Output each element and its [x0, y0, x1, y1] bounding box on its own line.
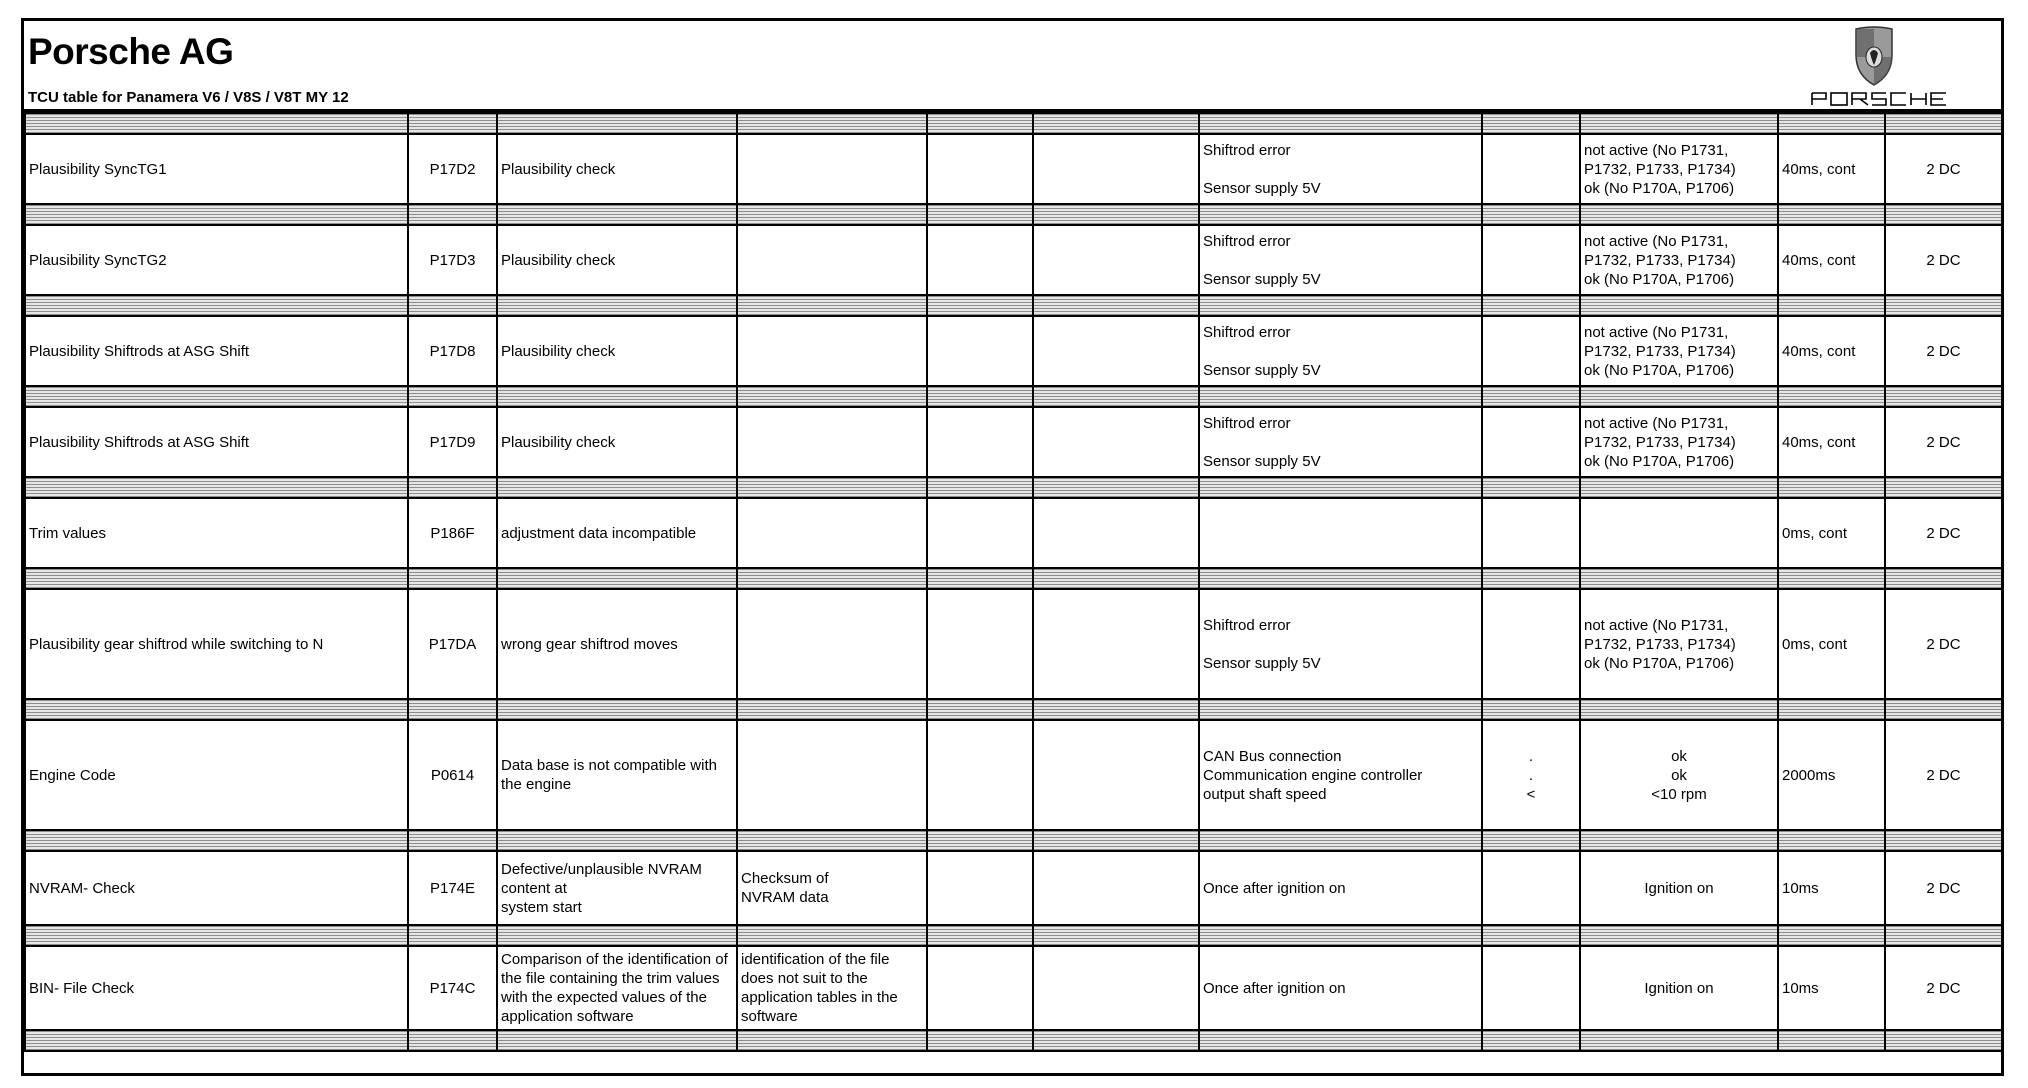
separator-cell	[1482, 113, 1580, 134]
sheet-header	[24, 21, 2001, 112]
separator-cell	[1482, 477, 1580, 498]
separator-cell	[497, 830, 737, 851]
table-row	[25, 316, 2002, 386]
fault-criteria-cell	[737, 316, 927, 386]
enable-conditions-cell-line	[1203, 160, 1478, 179]
condition-status-cell-line: ok (No P170A, P1706)	[1584, 179, 1735, 197]
empty-cell	[927, 498, 1033, 568]
enable-conditions-cell	[1199, 589, 1482, 699]
fault-code-cell: P174E	[408, 851, 497, 925]
separator-cell	[408, 568, 497, 589]
separator-cell	[1033, 568, 1199, 589]
enable-conditions-cell	[1199, 946, 1482, 1030]
separator-cell	[927, 204, 1033, 225]
separator-cell	[1778, 925, 1885, 946]
separator-cell	[1199, 925, 1482, 946]
separator-cell	[1482, 925, 1580, 946]
separator-cell	[1033, 1030, 1199, 1051]
separator-cell	[737, 204, 927, 225]
enable-conditions-cell-line: Shiftrod error	[1203, 232, 1291, 250]
condition-status-cell	[1580, 851, 1778, 925]
condition-status-cell-line: P1732, P1733, P1734)	[1584, 160, 1736, 178]
separator-cell	[408, 477, 497, 498]
separator-cell	[1885, 295, 2002, 316]
operator-cell	[1482, 225, 1580, 295]
fault-name-cell: Trim values	[25, 498, 408, 568]
operator-cell	[1482, 316, 1580, 386]
empty-cell	[1033, 498, 1199, 568]
condition-status-cell-line: P1732, P1733, P1734)	[1584, 342, 1736, 360]
separator-cell	[1778, 386, 1885, 407]
separator-cell	[25, 204, 408, 225]
table-row	[25, 589, 2002, 699]
separator-cell	[1778, 568, 1885, 589]
separator-cell	[1580, 699, 1778, 720]
separator-cell	[927, 295, 1033, 316]
separator-row	[25, 568, 2002, 589]
condition-status-cell-line: P1732, P1733, P1734)	[1584, 635, 1736, 653]
separator-cell	[1482, 204, 1580, 225]
separator-cell	[25, 830, 408, 851]
fault-code-cell: P0614	[408, 720, 497, 830]
separator-cell	[1580, 568, 1778, 589]
separator-cell	[25, 386, 408, 407]
mil-cell: 2 DC	[1885, 946, 2002, 1030]
fault-description-cell: Plausibility check	[497, 407, 737, 477]
separator-cell	[1199, 830, 1482, 851]
enable-conditions-cell-line: Shiftrod error	[1203, 616, 1291, 634]
empty-cell	[1033, 316, 1199, 386]
separator-cell	[1482, 830, 1580, 851]
fault-code-cell: P17D3	[408, 225, 497, 295]
mil-cell: 2 DC	[1885, 225, 2002, 295]
condition-status-cell	[1580, 498, 1778, 568]
company-title: Porsche AG	[28, 31, 234, 72]
separator-cell	[1482, 568, 1580, 589]
tcu-table	[24, 112, 2003, 1052]
time-required-cell: 0ms, cont	[1778, 498, 1885, 568]
empty-cell	[927, 851, 1033, 925]
empty-cell	[927, 720, 1033, 830]
fault-name-cell: Plausibility Shiftrods at ASG Shift	[25, 316, 408, 386]
separator-cell	[737, 477, 927, 498]
condition-status-cell-line: ok	[1671, 766, 1687, 784]
empty-cell	[927, 316, 1033, 386]
enable-conditions-cell-line: Shiftrod error	[1203, 141, 1291, 159]
separator-cell	[1033, 830, 1199, 851]
separator-cell	[927, 386, 1033, 407]
separator-cell	[408, 113, 497, 134]
tcu-sheet	[21, 18, 2004, 1076]
fault-criteria-cell	[737, 589, 927, 699]
condition-status-cell-line: ok (No P170A, P1706)	[1584, 452, 1735, 470]
separator-cell	[1778, 699, 1885, 720]
table-row	[25, 225, 2002, 295]
enable-conditions-cell-line: Once after ignition on	[1203, 879, 1346, 897]
separator-cell	[1885, 699, 2002, 720]
porsche-logo	[1774, 25, 1974, 109]
separator-cell	[1580, 295, 1778, 316]
enable-conditions-cell	[1199, 851, 1482, 925]
separator-cell	[1580, 477, 1778, 498]
table-row	[25, 134, 2002, 204]
table-row	[25, 498, 2002, 568]
operator-cell-line: <	[1526, 785, 1536, 803]
separator-cell	[1482, 295, 1580, 316]
separator-cell	[1580, 1030, 1778, 1051]
condition-status-cell	[1580, 407, 1778, 477]
separator-row	[25, 477, 2002, 498]
empty-cell	[927, 407, 1033, 477]
condition-status-cell-line: not active (No P1731,	[1584, 141, 1729, 159]
separator-cell	[1033, 699, 1199, 720]
condition-status-cell-line: not active (No P1731,	[1584, 616, 1729, 634]
enable-conditions-cell	[1199, 407, 1482, 477]
enable-conditions-cell	[1199, 498, 1482, 568]
separator-cell	[408, 925, 497, 946]
separator-cell	[1580, 386, 1778, 407]
separator-cell	[1482, 1030, 1580, 1051]
separator-cell	[1033, 204, 1199, 225]
mil-cell: 2 DC	[1885, 498, 2002, 568]
mil-cell: 2 DC	[1885, 316, 2002, 386]
fault-criteria-cell	[737, 134, 927, 204]
separator-cell	[1885, 1030, 2002, 1051]
separator-cell	[1580, 113, 1778, 134]
separator-cell	[1778, 1030, 1885, 1051]
separator-cell	[408, 699, 497, 720]
separator-cell	[1885, 386, 2002, 407]
separator-cell	[497, 1030, 737, 1051]
separator-cell	[497, 925, 737, 946]
fault-description-cell: adjustment data incompatible	[497, 498, 737, 568]
table-subtitle: TCU table for Panamera V6 / V8S / V8T MY 12	[28, 89, 349, 106]
separator-cell	[1778, 830, 1885, 851]
condition-status-cell	[1580, 316, 1778, 386]
mil-cell: 2 DC	[1885, 589, 2002, 699]
separator-cell	[408, 1030, 497, 1051]
separator-cell	[408, 204, 497, 225]
time-required-cell: 40ms, cont	[1778, 134, 1885, 204]
separator-cell	[737, 113, 927, 134]
enable-conditions-cell-line: Communication engine controller	[1203, 766, 1423, 784]
separator-cell	[1778, 204, 1885, 225]
separator-cell	[25, 295, 408, 316]
separator-cell	[1033, 386, 1199, 407]
separator-cell	[1885, 113, 2002, 134]
fault-description-cell: Data base is not compatible with the engine	[497, 720, 737, 830]
separator-cell	[25, 699, 408, 720]
separator-cell	[497, 113, 737, 134]
operator-cell-line: .	[1528, 766, 1534, 784]
operator-cell	[1482, 851, 1580, 925]
separator-cell	[1033, 113, 1199, 134]
empty-cell	[927, 225, 1033, 295]
separator-cell	[1199, 113, 1482, 134]
separator-cell	[1778, 477, 1885, 498]
fault-criteria-cell: identification of the file does not suit to the application tables in the software	[737, 946, 927, 1030]
condition-status-cell-line: <10 rpm	[1651, 785, 1707, 803]
fault-criteria-cell: Checksum of NVRAM data	[737, 851, 927, 925]
enable-conditions-cell-line: CAN Bus connection	[1203, 747, 1342, 765]
time-required-cell: 40ms, cont	[1778, 407, 1885, 477]
operator-cell	[1482, 498, 1580, 568]
separator-cell	[1885, 830, 2002, 851]
time-required-cell: 40ms, cont	[1778, 316, 1885, 386]
separator-cell	[1885, 477, 2002, 498]
condition-status-cell-line: ok (No P170A, P1706)	[1584, 654, 1735, 672]
separator-cell	[1778, 295, 1885, 316]
separator-cell	[1199, 1030, 1482, 1051]
fault-description-cell: Comparison of the identification of the file containing the trim values with the expected values of the application software	[497, 946, 737, 1030]
separator-cell	[927, 477, 1033, 498]
separator-row	[25, 699, 2002, 720]
condition-status-cell-line: P1732, P1733, P1734)	[1584, 433, 1736, 451]
condition-status-cell	[1580, 589, 1778, 699]
enable-conditions-cell-line: Sensor supply 5V	[1203, 452, 1321, 470]
enable-conditions-cell-line: Sensor supply 5V	[1203, 654, 1321, 672]
fault-description-cell: Plausibility check	[497, 134, 737, 204]
separator-cell	[1885, 568, 2002, 589]
fault-description-cell: wrong gear shiftrod moves	[497, 589, 737, 699]
separator-cell	[497, 295, 737, 316]
condition-status-cell-line: ok (No P170A, P1706)	[1584, 270, 1735, 288]
empty-cell	[927, 589, 1033, 699]
mil-cell: 2 DC	[1885, 407, 2002, 477]
separator-cell	[1199, 204, 1482, 225]
separator-cell	[737, 830, 927, 851]
fault-code-cell: P17D2	[408, 134, 497, 204]
fault-name-cell: NVRAM- Check	[25, 851, 408, 925]
separator-cell	[1885, 925, 2002, 946]
enable-conditions-cell	[1199, 720, 1482, 830]
fault-code-cell: P17DA	[408, 589, 497, 699]
separator-row	[25, 204, 2002, 225]
separator-cell	[1033, 295, 1199, 316]
separator-cell	[927, 568, 1033, 589]
condition-status-cell-line: Ignition on	[1644, 879, 1714, 897]
separator-cell	[1033, 477, 1199, 498]
separator-cell	[1580, 204, 1778, 225]
operator-cell	[1482, 720, 1580, 830]
fault-description-cell: Plausibility check	[497, 316, 737, 386]
fault-description-cell: Plausibility check	[497, 225, 737, 295]
separator-cell	[1199, 699, 1482, 720]
separator-cell	[497, 477, 737, 498]
separator-cell	[497, 204, 737, 225]
separator-cell	[497, 699, 737, 720]
fault-code-cell: P186F	[408, 498, 497, 568]
enable-conditions-cell-line	[1203, 635, 1478, 654]
condition-status-cell	[1580, 720, 1778, 830]
fault-name-cell: Engine Code	[25, 720, 408, 830]
time-required-cell: 40ms, cont	[1778, 225, 1885, 295]
table-row	[25, 851, 2002, 925]
separator-cell	[737, 568, 927, 589]
enable-conditions-cell-line	[1203, 342, 1478, 361]
separator-cell	[1199, 295, 1482, 316]
separator-cell	[25, 477, 408, 498]
separator-cell	[737, 699, 927, 720]
empty-cell	[1033, 134, 1199, 204]
fault-code-cell: P17D8	[408, 316, 497, 386]
condition-status-cell-line: not active (No P1731,	[1584, 414, 1729, 432]
empty-cell	[927, 946, 1033, 1030]
enable-conditions-cell	[1199, 134, 1482, 204]
separator-row	[25, 295, 2002, 316]
enable-conditions-cell-line: Sensor supply 5V	[1203, 270, 1321, 288]
enable-conditions-cell	[1199, 225, 1482, 295]
enable-conditions-cell-line: Sensor supply 5V	[1203, 179, 1321, 197]
separator-cell	[25, 1030, 408, 1051]
enable-conditions-cell-line: output shaft speed	[1203, 785, 1327, 803]
separator-cell	[408, 295, 497, 316]
separator-cell	[497, 568, 737, 589]
fault-name-cell: Plausibility SyncTG1	[25, 134, 408, 204]
porsche-wordmark-icon	[1812, 93, 1946, 105]
operator-cell	[1482, 946, 1580, 1030]
enable-conditions-cell-line	[1203, 251, 1478, 270]
separator-cell	[927, 830, 1033, 851]
empty-cell	[1033, 720, 1199, 830]
mil-cell: 2 DC	[1885, 720, 2002, 830]
condition-status-cell	[1580, 225, 1778, 295]
separator-cell	[927, 113, 1033, 134]
condition-status-cell	[1580, 946, 1778, 1030]
separator-cell	[408, 830, 497, 851]
separator-cell	[1580, 925, 1778, 946]
separator-cell	[1199, 568, 1482, 589]
table-row	[25, 720, 2002, 830]
separator-cell	[1778, 113, 1885, 134]
separator-cell	[1885, 204, 2002, 225]
separator-cell	[737, 925, 927, 946]
empty-cell	[1033, 851, 1199, 925]
separator-cell	[737, 1030, 927, 1051]
fault-criteria-cell	[737, 407, 927, 477]
condition-status-cell	[1580, 134, 1778, 204]
enable-conditions-cell	[1199, 316, 1482, 386]
empty-cell	[1033, 946, 1199, 1030]
separator-row	[25, 925, 2002, 946]
condition-status-cell-line: not active (No P1731,	[1584, 232, 1729, 250]
separator-cell	[1199, 386, 1482, 407]
fault-criteria-cell	[737, 225, 927, 295]
condition-status-cell-line: P1732, P1733, P1734)	[1584, 251, 1736, 269]
operator-cell	[1482, 134, 1580, 204]
separator-row	[25, 386, 2002, 407]
enable-conditions-cell-line: Once after ignition on	[1203, 979, 1346, 997]
fault-code-cell: P174C	[408, 946, 497, 1030]
separator-cell	[1033, 925, 1199, 946]
separator-cell	[408, 386, 497, 407]
separator-cell	[1482, 386, 1580, 407]
table-row	[25, 407, 2002, 477]
separator-cell	[25, 113, 408, 134]
separator-cell	[25, 925, 408, 946]
time-required-cell: 10ms	[1778, 851, 1885, 925]
separator-cell	[497, 386, 737, 407]
condition-status-cell-line: ok	[1671, 747, 1687, 765]
fault-name-cell: Plausibility SyncTG2	[25, 225, 408, 295]
empty-cell	[1033, 407, 1199, 477]
separator-row	[25, 830, 2002, 851]
table-row	[25, 946, 2002, 1030]
separator-row	[25, 113, 2002, 134]
enable-conditions-cell-line: Shiftrod error	[1203, 323, 1291, 341]
table-body	[25, 113, 2002, 1051]
separator-cell	[927, 699, 1033, 720]
fault-description-cell: Defective/unplausible NVRAM content at system start	[497, 851, 737, 925]
operator-cell	[1482, 589, 1580, 699]
time-required-cell: 2000ms	[1778, 720, 1885, 830]
enable-conditions-cell-line: Sensor supply 5V	[1203, 361, 1321, 379]
separator-row	[25, 1030, 2002, 1051]
empty-cell	[1033, 589, 1199, 699]
separator-cell	[1199, 477, 1482, 498]
fault-name-cell: Plausibility gear shiftrod while switching to N	[25, 589, 408, 699]
separator-cell	[25, 568, 408, 589]
empty-cell	[927, 134, 1033, 204]
separator-cell	[737, 386, 927, 407]
fault-name-cell: Plausibility Shiftrods at ASG Shift	[25, 407, 408, 477]
enable-conditions-cell-line: Shiftrod error	[1203, 414, 1291, 432]
enable-conditions-cell-line	[1203, 433, 1478, 452]
mil-cell: 2 DC	[1885, 134, 2002, 204]
operator-cell	[1482, 407, 1580, 477]
separator-cell	[927, 925, 1033, 946]
time-required-cell: 10ms	[1778, 946, 1885, 1030]
condition-status-cell-line: not active (No P1731,	[1584, 323, 1729, 341]
separator-cell	[1580, 830, 1778, 851]
time-required-cell: 0ms, cont	[1778, 589, 1885, 699]
empty-cell	[1033, 225, 1199, 295]
separator-cell	[927, 1030, 1033, 1051]
porsche-crest-icon	[1856, 27, 1892, 85]
fault-name-cell: BIN- File Check	[25, 946, 408, 1030]
fault-code-cell: P17D9	[408, 407, 497, 477]
mil-cell: 2 DC	[1885, 851, 2002, 925]
separator-cell	[737, 295, 927, 316]
operator-cell-line: .	[1528, 747, 1534, 765]
condition-status-cell-line: ok (No P170A, P1706)	[1584, 361, 1735, 379]
separator-cell	[1482, 699, 1580, 720]
fault-criteria-cell	[737, 720, 927, 830]
condition-status-cell-line: Ignition on	[1644, 979, 1714, 997]
fault-criteria-cell	[737, 498, 927, 568]
